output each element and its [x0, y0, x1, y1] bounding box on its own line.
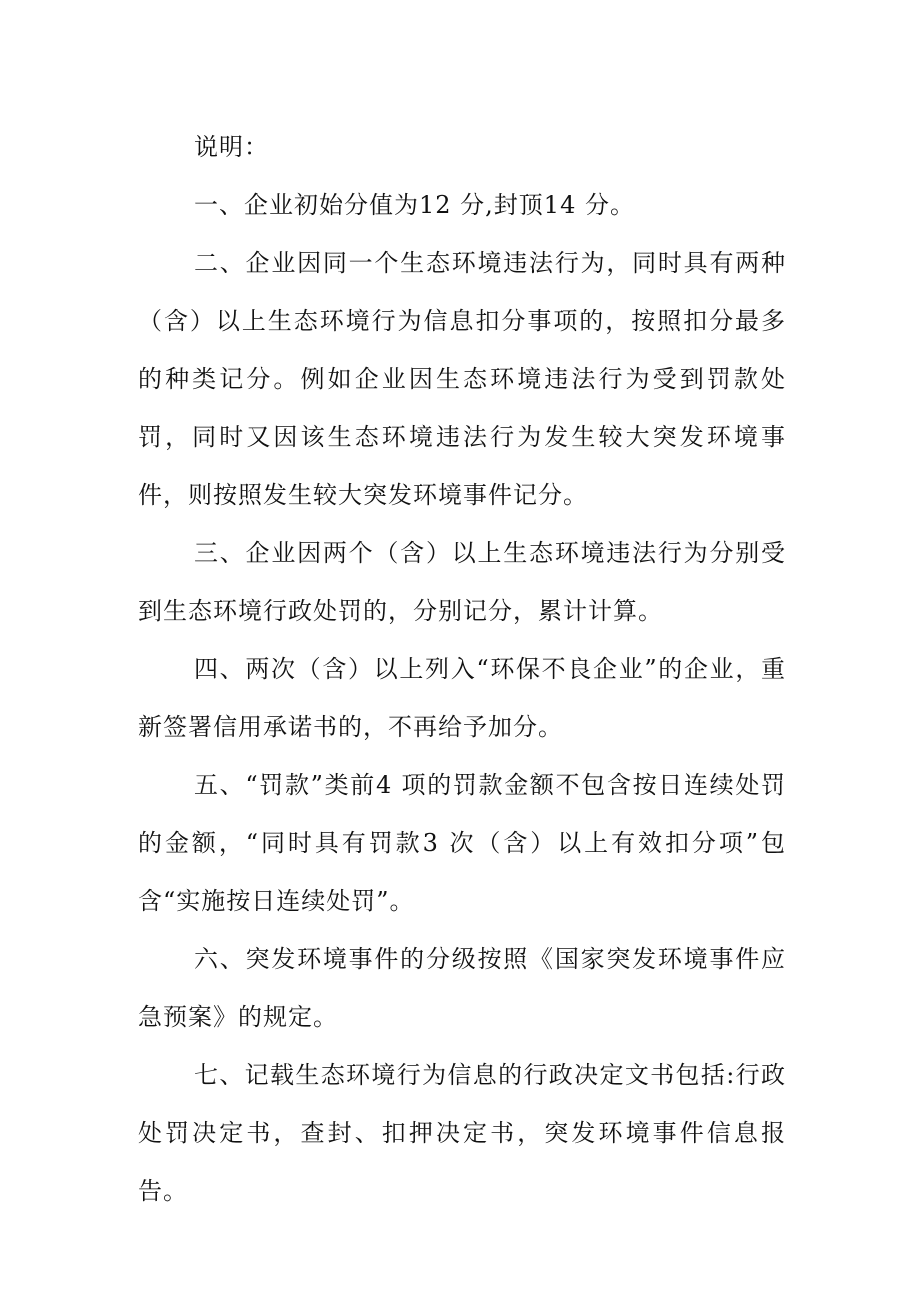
note-paragraph-1: 一、企业初始分值为12 分,封顶14 分。 [194, 191, 635, 219]
document-body [138, 118, 786, 1220]
note-paragraph-2: 二、企业因同一个生态环境违法行为，同时具有两种（含）以上生态环境行为信息扣分事项的，按照扣分最多的种类记分。例如企业因生态环境违法行为受到罚款处罚，同时又因该生态环境违法行为发生较大突发环境事件，则按照发生较大突发环境事件记分。 [138, 249, 786, 509]
note-paragraph-4: 四、两次（含）以上列入“环保不良企业”的企业，重新签署信用承诺书的，不再给予加分。 [138, 655, 786, 741]
note-paragraph-7: 七、记载生态环境行为信息的行政决定文书包括:行政处罚决定书，查封、扣押决定书，突发环境事件信息报告。 [138, 1061, 786, 1205]
note-paragraph-3: 三、企业因两个（含）以上生态环境违法行为分别受到生态环境行政处罚的，分别记分，累计计算。 [138, 539, 786, 625]
note-paragraph-5: 五、“罚款”类前4 项的罚款金额不包含按日连续处罚的金额，“同时具有罚款3 次（含）以上有效扣分项”包含“实施按日连续处罚”。 [138, 771, 786, 915]
notes-heading: 说明： [194, 133, 269, 161]
note-paragraph-6: 六、突发环境事件的分级按照《国家突发环境事件应急预案》的规定。 [138, 945, 786, 1031]
